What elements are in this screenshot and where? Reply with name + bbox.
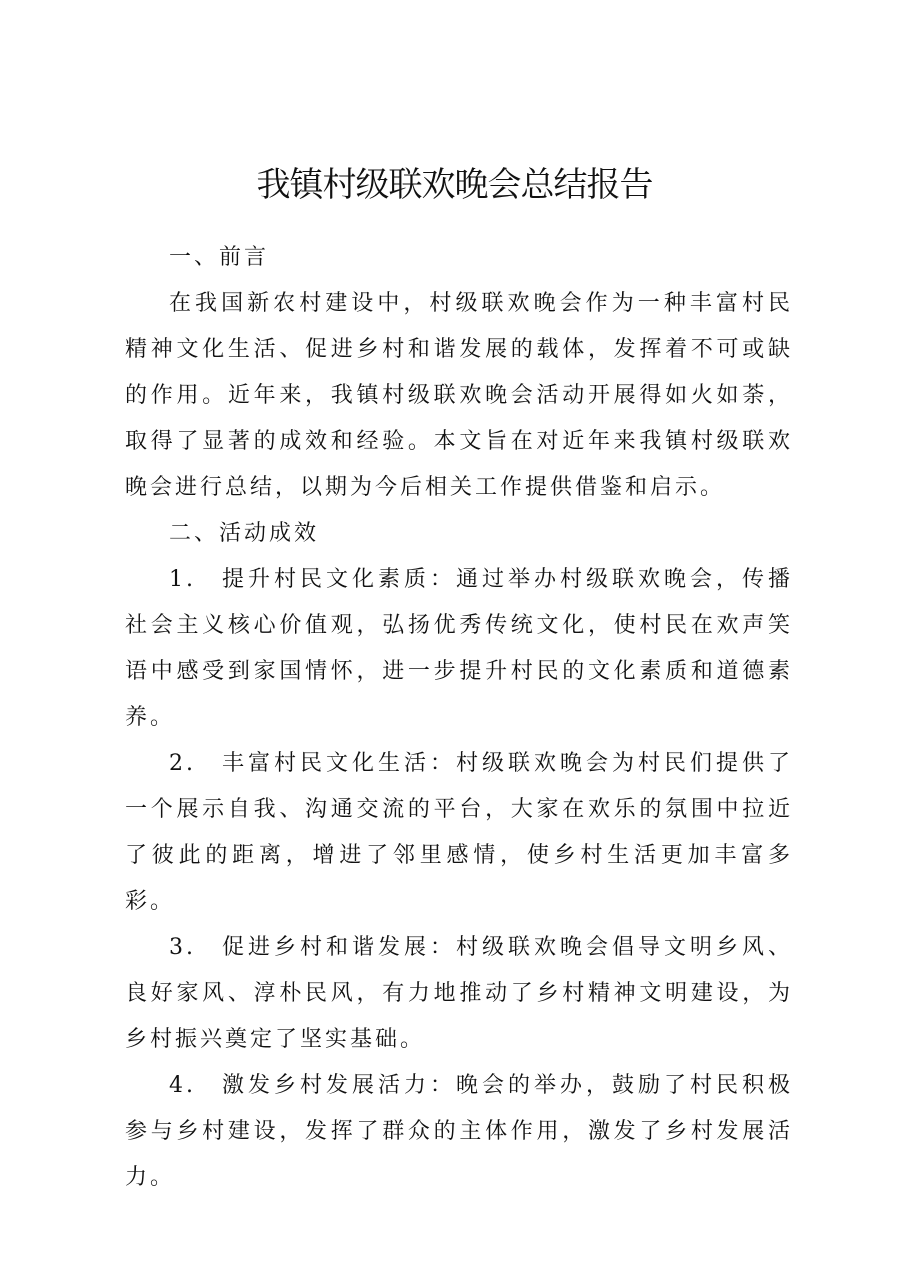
result-item-number: 2. [169, 751, 196, 776]
result-item-text: 激发乡村发展活力：晚会的举办，鼓励了村民积极参与乡村建设，发挥了群众的主体作用，激发了乡村发展活力。 [125, 1073, 793, 1190]
result-item-number: 3. [169, 935, 196, 960]
preface-paragraph: 在我国新农村建设中，村级联欢晚会作为一种丰富村民精神文化生活、促进乡村和谐发展的载体，发挥着不可或缺的作用。近年来，我镇村级联欢晚会活动开展得如火如荼，取得了显著的成效和经验。本文旨在对近年来我镇村级联欢晚会进行总结，以期为今后相关工作提供借鉴和启示。 [125, 291, 793, 500]
section-heading-preface: 一、前言 [169, 245, 270, 270]
document-title: 我镇村级联欢晚会总结报告 [256, 165, 653, 205]
result-item-2 [125, 741, 793, 925]
result-item-number: 4. [169, 1073, 196, 1098]
section-heading-results: 二、活动成效 [169, 521, 320, 546]
result-item-1 [125, 557, 793, 741]
document-body [125, 235, 793, 1201]
result-item-text: 提升村民文化素质：通过举办村级联欢晚会，传播社会主义核心价值观，弘扬优秀传统文化，使村民在欢声笑语中感受到家国情怀，进一步提升村民的文化素质和道德素养。 [125, 567, 793, 730]
result-item-text: 丰富村民文化生活：村级联欢晚会为村民们提供了一个展示自我、沟通交流的平台，大家在欢乐的氛围中拉近了彼此的距离，增进了邻里感情，使乡村生活更加丰富多彩。 [125, 751, 793, 914]
result-item-text: 促进乡村和谐发展：村级联欢晚会倡导文明乡风、良好家风、淳朴民风，有力地推动了乡村精神文明建设，为乡村振兴奠定了坚实基础。 [125, 935, 793, 1052]
result-item-3 [125, 925, 793, 1063]
result-item-number: 1. [169, 567, 196, 592]
result-item-4 [125, 1063, 793, 1201]
